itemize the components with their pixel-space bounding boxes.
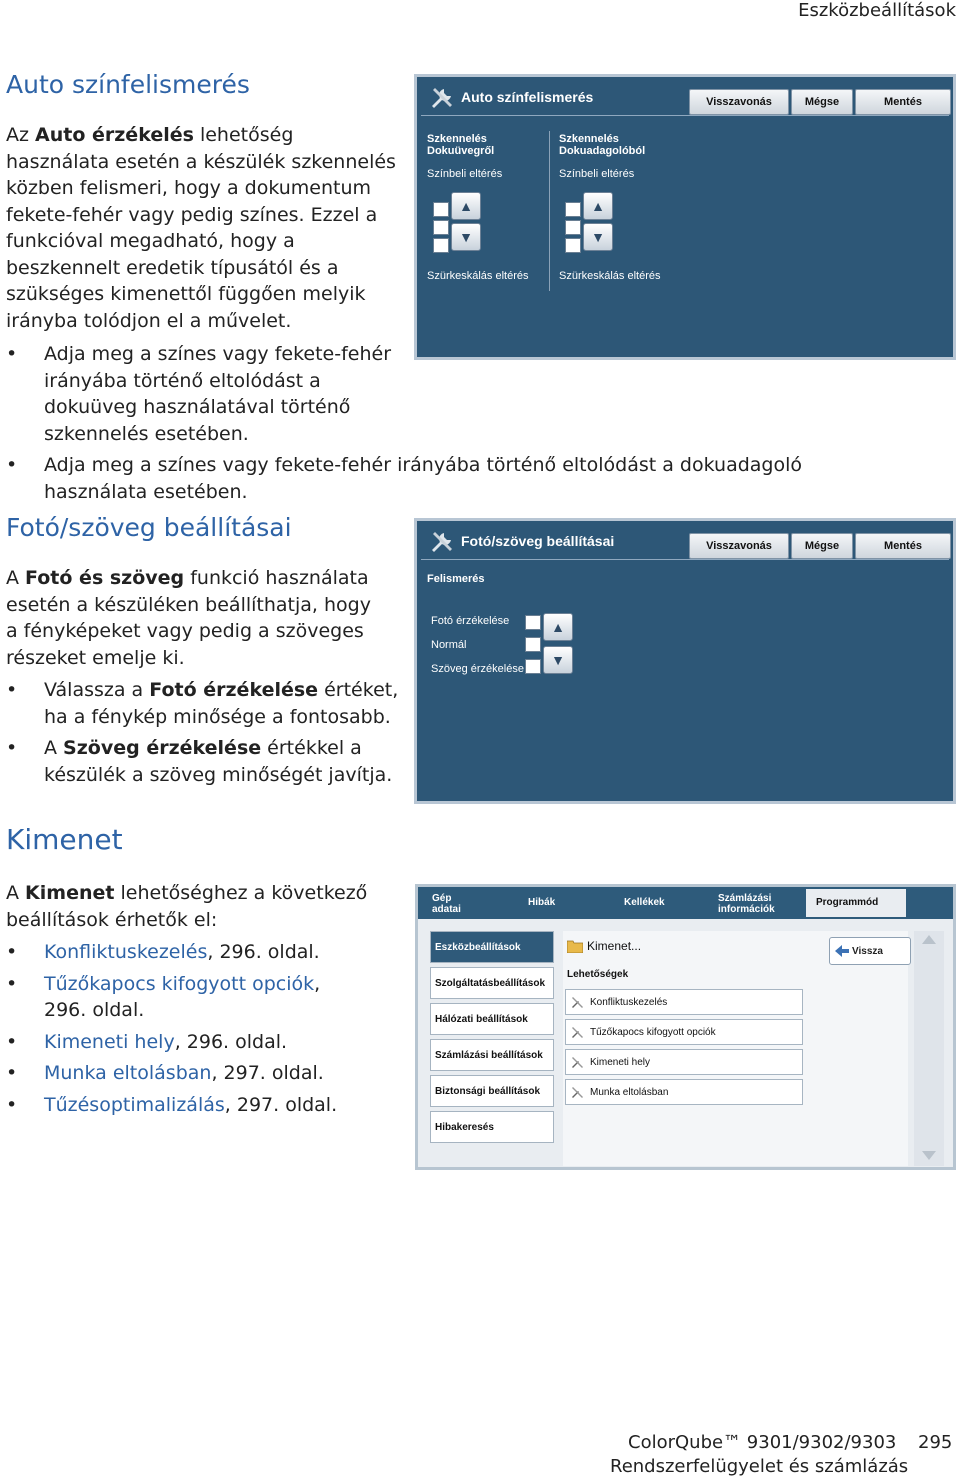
section-heading-auto-color: Auto színfelismerés <box>6 70 250 99</box>
content-title: Kimenet... <box>587 939 642 953</box>
folder-icon <box>567 939 583 953</box>
section-heading-output: Kimenet <box>6 823 123 856</box>
link-list-item: • Konfliktuskezelés, 296. oldal. <box>0 939 380 966</box>
tab-faults[interactable]: Hibák <box>528 897 556 908</box>
link-list-item: • Tűzőkapocs kifogyott opciók, 296. oldal. <box>0 971 364 1024</box>
sidebar-item-network-settings[interactable]: Hálózati beállítások <box>430 1003 554 1035</box>
link-job-offset[interactable]: Munka eltolásban <box>44 1062 212 1084</box>
level-box <box>565 220 581 235</box>
section-output-intro: A Kimenet lehetőséghez a következő beállítások érhetők el: <box>6 882 368 931</box>
screen-title: Auto színfelismerés <box>461 89 594 105</box>
detection-label: Felismerés <box>427 573 485 585</box>
sidebar-item-billing-settings[interactable]: Számlázási beállítások <box>430 1039 554 1071</box>
back-arrow-icon <box>835 945 849 957</box>
running-header: Eszközbeállítások <box>798 0 956 21</box>
option-text[interactable]: Szöveg érzékelése <box>431 663 524 675</box>
option-job-offset[interactable]: Munka eltolásban <box>565 1079 803 1105</box>
col1-gray-label: Szürkeskálás eltérés <box>427 270 529 282</box>
undo-button[interactable]: Visszavonás <box>689 533 789 559</box>
wrench-icon <box>429 85 455 111</box>
level-box <box>565 202 581 217</box>
link-output-location[interactable]: Kimeneti hely <box>44 1030 175 1053</box>
option-normal[interactable]: Normál <box>431 639 467 651</box>
sidebar-item-security-settings[interactable]: Biztonsági beállítások <box>430 1075 554 1107</box>
up-arrow-icon[interactable]: ▲ <box>543 613 573 641</box>
link-staple-options[interactable]: Tűzőkapocs kifogyott opciók <box>44 972 315 995</box>
sidebar-item-service-settings[interactable]: Szolgáltatásbeállítások <box>430 967 554 999</box>
level-box <box>525 615 541 630</box>
bullet-item: • Adja meg a színes vagy fekete-fehér irányába történő eltolódást a dokuüveg használatával történő szkennelés esetében. <box>0 341 404 447</box>
output-links-list <box>0 939 380 1118</box>
detection-spinner <box>525 613 577 673</box>
link-list-item: • Tűzésoptimalizálás, 297. oldal. <box>0 1092 380 1119</box>
wrench-icon <box>570 995 585 1010</box>
col1-color-label: Színbeli eltérés <box>427 168 503 180</box>
undo-button[interactable]: Visszavonás <box>689 89 789 115</box>
save-button[interactable]: Mentés <box>855 533 951 559</box>
section-heading-photo-text: Fotó/szöveg beállításai <box>6 513 292 542</box>
option-conflict-handling[interactable]: Konfliktuskezelés <box>565 989 803 1015</box>
footer-subtitle: Rendszerfelügyelet és számlázás <box>610 1456 909 1477</box>
cancel-button[interactable]: Mégse <box>791 533 853 559</box>
tab-machine-status[interactable]: Gép adatai <box>432 893 461 915</box>
photo-text-screen <box>414 518 956 804</box>
bullet-item: • Válassza a Fotó érzékelése értéket, ha a fénykép minősége a fontosabb. <box>0 677 405 730</box>
output-settings-screen <box>415 884 956 1170</box>
screen-titlebar <box>421 81 949 116</box>
tab-supplies[interactable]: Kellékek <box>624 897 665 908</box>
scroll-up-icon[interactable] <box>922 935 936 944</box>
col1-shift-spinner <box>433 190 485 250</box>
column-divider <box>549 131 550 291</box>
tab-tools[interactable]: Programmód <box>806 889 906 917</box>
col2-gray-label: Szürkeskálás eltérés <box>559 270 661 282</box>
col1-heading: Szkennelés Dokuüvegről <box>427 133 495 157</box>
down-arrow-icon[interactable]: ▼ <box>543 646 573 674</box>
bullet-item: • Adja meg a színes vagy fekete-fehér irányába történő eltolódást a dokuadagoló használata esetében. <box>0 452 904 505</box>
screen-titlebar <box>421 525 949 560</box>
bullet-item: • A Szöveg érzékelése értékkel a készülék a szöveg minőségét javítja. <box>0 735 405 788</box>
level-box <box>525 637 541 652</box>
col2-heading: Szkennelés Dokuadagolóból <box>559 133 646 157</box>
footer-product: ColorQube™ 9301/9302/9303 <box>628 1432 897 1453</box>
up-arrow-icon[interactable]: ▲ <box>451 192 481 220</box>
tab-bar <box>418 887 953 919</box>
tab-billing[interactable]: Számlázási információk <box>718 893 775 915</box>
page-number: 295 <box>918 1432 953 1453</box>
down-arrow-icon[interactable]: ▼ <box>451 223 481 251</box>
wrench-icon <box>429 529 455 555</box>
level-box <box>525 659 541 674</box>
wrench-icon <box>570 1055 585 1070</box>
up-arrow-icon[interactable]: ▲ <box>583 192 613 220</box>
level-box <box>433 220 449 235</box>
content-pane <box>563 931 908 1166</box>
section-auto-color-intro: Az Auto érzékelés lehetőség használata esetén a készülék szkennelés közben felismeri, hogy a dokumentum fekete-fehér vagy pedig színes. Ezzel a funkcióval megadható, hogy a beszkennelt eredetik típusától és a szükséges kimenettől függően melyik irányba tolódjon el a művelet. <box>6 124 396 332</box>
cancel-button[interactable]: Mégse <box>791 89 853 115</box>
link-list-item: • Kimeneti hely, 296. oldal. <box>0 1029 380 1056</box>
link-conflict-handling[interactable]: Konfliktuskezelés <box>44 941 208 963</box>
option-staple-options[interactable]: Tűzőkapocs kifogyott opciók <box>565 1019 803 1045</box>
col2-shift-spinner <box>565 190 617 250</box>
screen-title: Fotó/szöveg beállításai <box>461 533 615 549</box>
scrollbar[interactable] <box>914 931 944 1166</box>
section-photo-text-bullets <box>0 677 405 788</box>
link-list-item: • Munka eltolásban, 297. oldal. <box>0 1060 380 1087</box>
col2-color-label: Színbeli eltérés <box>559 168 635 180</box>
sidebar-item-troubleshooting[interactable]: Hibakeresés <box>430 1111 554 1143</box>
option-output-location[interactable]: Kimeneti hely <box>565 1049 803 1075</box>
list-heading: Lehetőségek <box>567 969 629 980</box>
level-box <box>433 238 449 253</box>
auto-color-screen <box>414 74 956 360</box>
down-arrow-icon[interactable]: ▼ <box>583 223 613 251</box>
option-photo[interactable]: Fotó érzékelése <box>431 615 510 627</box>
back-button[interactable]: Vissza <box>829 937 911 965</box>
level-box <box>565 238 581 253</box>
wrench-icon <box>570 1025 585 1040</box>
link-stitch-optimization[interactable]: Tűzésoptimalizálás <box>44 1093 225 1116</box>
section-photo-text-intro: A Fotó és szöveg funkció használata esetén a készüléken beállíthatja, hogy a fényképeket vagy pedig a szöveges részeket emelje ki. <box>6 567 371 669</box>
section-auto-color-bullets <box>0 341 905 505</box>
save-button[interactable]: Mentés <box>855 89 951 115</box>
sidebar-item-device-settings[interactable]: Eszközbeállítások <box>430 931 554 963</box>
wrench-icon <box>570 1085 585 1100</box>
level-box <box>433 202 449 217</box>
scroll-down-icon[interactable] <box>922 1151 936 1160</box>
